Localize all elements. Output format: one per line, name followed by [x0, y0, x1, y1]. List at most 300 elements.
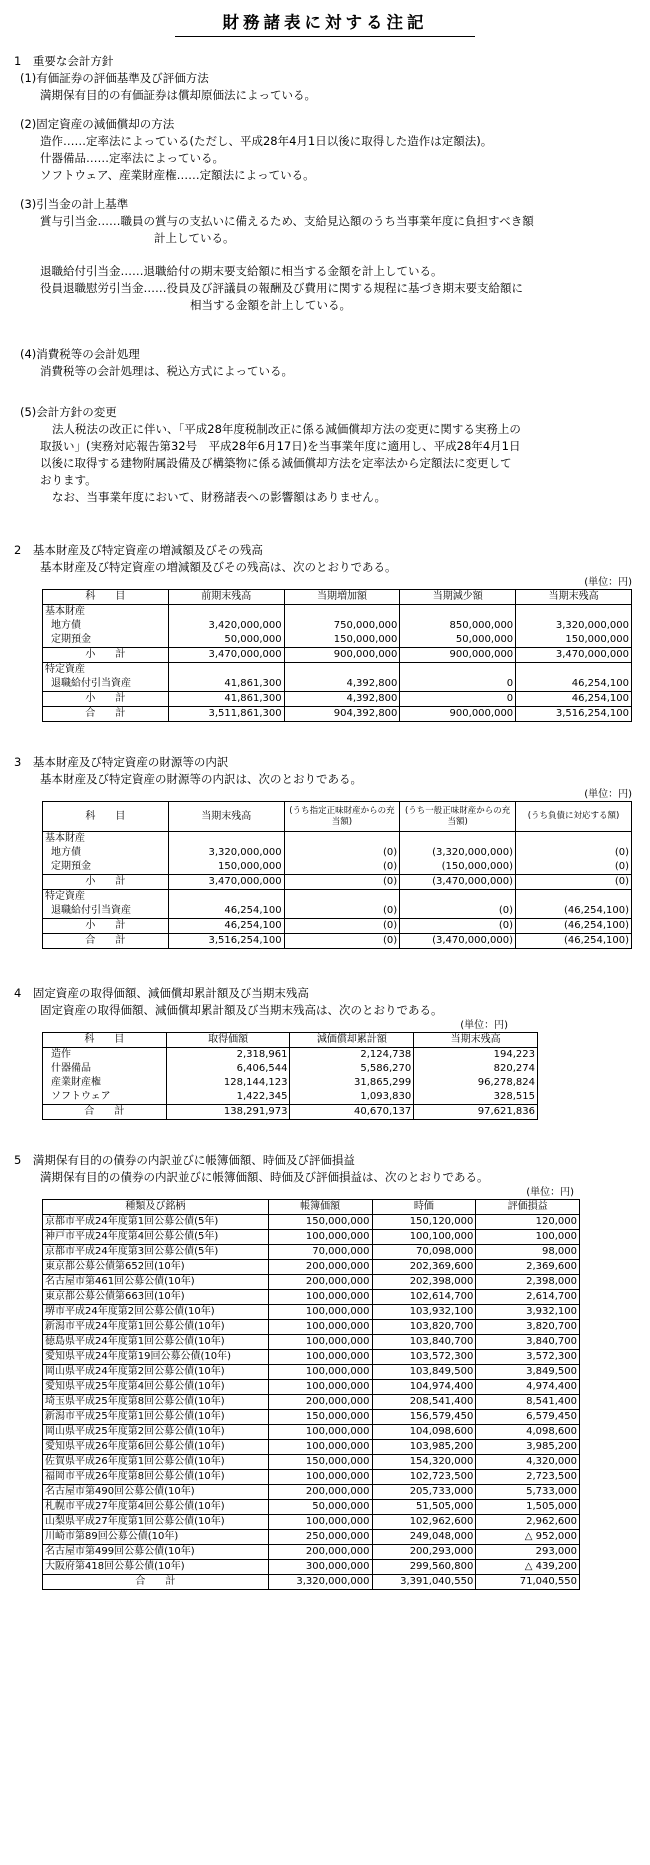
cell: 200,000,000 [268, 1275, 372, 1290]
col-header: 当期末残高 [168, 802, 284, 832]
cell: 100,100,000 [372, 1230, 476, 1245]
cell: 100,000,000 [268, 1305, 372, 1320]
table-row [43, 1090, 538, 1105]
table-row [43, 1380, 580, 1395]
sub5-text-3: 以後に取得する建物附属設備及び構築物に係る減価償却方法を定率法から定額法に変更して [40, 456, 512, 470]
cell: (0) [400, 919, 516, 934]
table-row [43, 605, 632, 620]
section-5-heading: 5 満期保有目的の債券の内訳並びに帳簿価額、時価及び評価損益 [14, 1153, 355, 1167]
cell: 3,470,000,000 [516, 648, 632, 663]
sub1-text: 満期保有目的の有価証券は償却原価法によっている。 [40, 88, 316, 102]
cell [284, 890, 400, 905]
cell: 46,254,100 [168, 904, 284, 919]
row-label: 川崎市第89回公募公債(10年) [43, 1530, 269, 1545]
table-row [43, 846, 632, 860]
table-row [43, 1290, 580, 1305]
cell: (0) [516, 875, 632, 890]
cell: 200,000,000 [268, 1545, 372, 1560]
fixed-assets-table [42, 1032, 538, 1120]
cell: 3,320,000,000 [516, 619, 632, 633]
section-1-heading: 1 重要な会計方針 [14, 54, 114, 68]
sub2-text-3: ソフトウェア、産業財産権……定額法によっている。 [40, 168, 315, 182]
row-label: 埼玉県平成25年度第8回公募公債(10年) [43, 1395, 269, 1410]
cell: 70,098,000 [372, 1245, 476, 1260]
cell: 51,505,000 [372, 1500, 476, 1515]
cell: 2,318,961 [166, 1048, 290, 1063]
cell: 4,098,600 [476, 1425, 580, 1440]
table-row [43, 1350, 580, 1365]
table-row [43, 1320, 580, 1335]
cell: 100,000,000 [268, 1440, 372, 1455]
col-header: 科 目 [43, 590, 169, 605]
cell: 4,974,400 [476, 1380, 580, 1395]
cell: 900,000,000 [400, 707, 516, 722]
table-row [43, 1470, 580, 1485]
cell: 3,420,000,000 [168, 619, 284, 633]
cell: 2,124,738 [290, 1048, 414, 1063]
cell: 46,254,100 [168, 919, 284, 934]
table-row [43, 1260, 580, 1275]
table-row [43, 1515, 580, 1530]
sub5-text-5: なお、当事業年度において、財務諸表への影響額はありません。 [52, 490, 386, 504]
asset-changes-table [42, 589, 632, 722]
cell: 250,000,000 [268, 1530, 372, 1545]
section-3-intro: 基本財産及び特定資産の財源等の内訳は、次のとおりである。 [40, 772, 362, 786]
cell: 103,572,300 [372, 1350, 476, 1365]
row-label: 徳島県平成24年度第1回公募公債(10年) [43, 1335, 269, 1350]
table-row [43, 619, 632, 633]
cell: 120,000 [476, 1215, 580, 1230]
cell: 96,278,824 [414, 1076, 538, 1090]
cell: 1,093,830 [290, 1090, 414, 1105]
table-row [43, 1560, 580, 1575]
cell: 750,000,000 [284, 619, 400, 633]
cell: 100,000,000 [268, 1320, 372, 1335]
row-label: 小 計 [43, 692, 169, 707]
col-header: 減価償却累計額 [290, 1033, 414, 1048]
table-row [43, 692, 632, 707]
row-label: 大阪府第418回公募公債(10年) [43, 1560, 269, 1575]
col-header: 当期末残高 [414, 1033, 538, 1048]
cell: 100,000 [476, 1230, 580, 1245]
cell: (3,470,000,000) [400, 875, 516, 890]
cell: (0) [516, 846, 632, 860]
cell: 138,291,973 [166, 1105, 290, 1120]
col-header: 科 目 [43, 802, 169, 832]
cell: 128,144,123 [166, 1076, 290, 1090]
cell: 150,000,000 [268, 1215, 372, 1230]
section-2-unit: (単位：円) [584, 577, 632, 588]
cell: 194,223 [414, 1048, 538, 1063]
sub4-text: 消費税等の会計処理は、税込方式によっている。 [40, 364, 293, 378]
cell: 104,098,600 [372, 1425, 476, 1440]
table-row [43, 875, 632, 890]
section-4-intro: 固定資産の取得価額、減価償却累計額及び当期末残高は、次のとおりである。 [40, 1003, 443, 1017]
row-label: 佐賀県平成26年度第1回公募公債(10年) [43, 1455, 269, 1470]
cell [400, 663, 516, 678]
cell: 3,470,000,000 [168, 648, 284, 663]
cell: 300,000,000 [268, 1560, 372, 1575]
cell: 103,932,100 [372, 1305, 476, 1320]
sub2-text-2: 什器備品……定率法によっている。 [40, 151, 224, 165]
cell: 205,733,000 [372, 1485, 476, 1500]
cell: 3,932,100 [476, 1305, 580, 1320]
cell: 154,320,000 [372, 1455, 476, 1470]
row-label: 什器備品 [43, 1062, 167, 1076]
cell: 70,000,000 [268, 1245, 372, 1260]
cell [284, 605, 400, 620]
cell: 40,670,137 [290, 1105, 414, 1120]
table-row [43, 1455, 580, 1470]
table-row [43, 1215, 580, 1230]
row-label: 札幌市平成27年度第4回公募公債(10年) [43, 1500, 269, 1515]
cell: 100,000,000 [268, 1425, 372, 1440]
cell: 3,511,861,300 [168, 707, 284, 722]
row-label: 定期預金 [43, 860, 169, 875]
col-header: 科 目 [43, 1033, 167, 1048]
section-4-unit: (単位：円) [460, 1020, 508, 1031]
table-row [43, 1440, 580, 1455]
row-label: 小 計 [43, 648, 169, 663]
cell: 5,733,000 [476, 1485, 580, 1500]
cell: 2,723,500 [476, 1470, 580, 1485]
bonds-table [42, 1199, 580, 1590]
cell: (0) [284, 846, 400, 860]
table-header-row [43, 802, 632, 832]
cell: 5,586,270 [290, 1062, 414, 1076]
cell: 850,000,000 [400, 619, 516, 633]
cell: 904,392,800 [284, 707, 400, 722]
cell: 820,274 [414, 1062, 538, 1076]
col-header: (うち一般正味財産からの充当額) [400, 802, 516, 832]
cell: 3,320,000,000 [268, 1575, 372, 1590]
row-label: 名古屋市第499回公募公債(10年) [43, 1545, 269, 1560]
cell: 31,865,299 [290, 1076, 414, 1090]
cell: 100,000,000 [268, 1515, 372, 1530]
sub5-text-4: おります。 [40, 473, 97, 487]
table-header-row [43, 1200, 580, 1215]
row-label: 合 計 [43, 934, 169, 949]
table-row [43, 890, 632, 905]
col-header: 帳簿価額 [268, 1200, 372, 1215]
cell: (0) [284, 875, 400, 890]
cell: 1,422,345 [166, 1090, 290, 1105]
row-label: 堺市平成24年度第2回公募公債(10年) [43, 1305, 269, 1320]
table-row [43, 1076, 538, 1090]
row-label: 合 計 [43, 1105, 167, 1120]
sub3-heading: (3)引当金の計上基準 [20, 197, 129, 211]
table-row [43, 633, 632, 648]
table-row [43, 860, 632, 875]
cell: 150,000,000 [268, 1410, 372, 1425]
cell: 8,541,400 [476, 1395, 580, 1410]
cell: 104,974,400 [372, 1380, 476, 1395]
row-label: 産業財産権 [43, 1076, 167, 1090]
cell: 41,861,300 [168, 692, 284, 707]
cell: 328,515 [414, 1090, 538, 1105]
cell [516, 832, 632, 847]
table-row [43, 663, 632, 678]
cell: 150,120,000 [372, 1215, 476, 1230]
table-row [43, 648, 632, 663]
col-header: 種類及び銘柄 [43, 1200, 269, 1215]
row-label: 東京都公募公債第663回(10年) [43, 1290, 269, 1305]
cell: 50,000,000 [400, 633, 516, 648]
row-label: 特定資産 [43, 663, 169, 678]
cell: (150,000,000) [400, 860, 516, 875]
table-row [43, 1365, 580, 1380]
document-title: 財務諸表に対する注記 [175, 14, 475, 37]
table-row [43, 1395, 580, 1410]
row-label: 愛知県平成25年度第4回公募公債(10年) [43, 1380, 269, 1395]
table-row [43, 1275, 580, 1290]
row-label: 山梨県平成27年度第1回公募公債(10年) [43, 1515, 269, 1530]
cell: 103,849,500 [372, 1365, 476, 1380]
table-row [43, 1530, 580, 1545]
cell: 100,000,000 [268, 1365, 372, 1380]
table-row [43, 1048, 538, 1063]
section-fixed-assets [10, 985, 640, 1120]
cell: 100,000,000 [268, 1470, 372, 1485]
col-header: 評価損益 [476, 1200, 580, 1215]
cell [284, 832, 400, 847]
cell: 200,000,000 [268, 1260, 372, 1275]
section-3-unit: (単位：円) [584, 789, 632, 800]
cell: 50,000,000 [268, 1500, 372, 1515]
table-row [43, 1410, 580, 1425]
cell: 150,000,000 [268, 1455, 372, 1470]
cell [168, 832, 284, 847]
table-row [43, 677, 632, 692]
table-row [43, 1245, 580, 1260]
table-row [43, 832, 632, 847]
cell [516, 890, 632, 905]
cell: 102,614,700 [372, 1290, 476, 1305]
table-row [43, 1545, 580, 1560]
cell: 3,820,700 [476, 1320, 580, 1335]
sub3-text-3a: 役員退職慰労引当金……役員及び評議員の報酬及び費用に関する規程に基づき期末要支給額に [40, 281, 523, 295]
cell: 46,254,100 [516, 677, 632, 692]
cell: (0) [284, 934, 400, 949]
sub1-heading: (1)有価証券の評価基準及び評価方法 [20, 71, 209, 85]
cell: 3,470,000,000 [168, 875, 284, 890]
row-label: 基本財産 [43, 605, 169, 620]
table-row [43, 1425, 580, 1440]
row-label: 定期預金 [43, 633, 169, 648]
cell: 1,505,000 [476, 1500, 580, 1515]
cell: 0 [400, 692, 516, 707]
section-2-heading: 2 基本財産及び特定資産の増減額及びその残高 [14, 543, 263, 557]
row-label: 愛知県平成26年度第6回公募公債(10年) [43, 1440, 269, 1455]
section-funding-breakdown [10, 754, 640, 949]
cell: 3,516,254,100 [168, 934, 284, 949]
col-header: (うち指定正味財産からの充当額) [284, 802, 400, 832]
cell: 100,000,000 [268, 1335, 372, 1350]
cell: 97,621,836 [414, 1105, 538, 1120]
cell: (3,320,000,000) [400, 846, 516, 860]
funding-breakdown-table [42, 801, 632, 949]
col-header: 前期末残高 [168, 590, 284, 605]
section-2-intro: 基本財産及び特定資産の増減額及びその残高は、次のとおりである。 [40, 560, 397, 574]
cell: 150,000,000 [168, 860, 284, 875]
cell: 100,000,000 [268, 1380, 372, 1395]
col-header: 当期減少額 [400, 590, 516, 605]
cell: 249,048,000 [372, 1530, 476, 1545]
cell: 103,985,200 [372, 1440, 476, 1455]
col-header: 取得価額 [166, 1033, 290, 1048]
col-header: 当期末残高 [516, 590, 632, 605]
cell [400, 605, 516, 620]
cell: (46,254,100) [516, 919, 632, 934]
cell [284, 663, 400, 678]
row-label: 地方債 [43, 619, 169, 633]
cell: 2,398,000 [476, 1275, 580, 1290]
table-row [43, 919, 632, 934]
table-row [43, 1062, 538, 1076]
table-row [43, 1305, 580, 1320]
cell: 200,000,000 [268, 1485, 372, 1500]
cell: 202,369,600 [372, 1260, 476, 1275]
table-total-row [43, 1575, 580, 1590]
cell: 102,723,500 [372, 1470, 476, 1485]
cell: 156,579,450 [372, 1410, 476, 1425]
cell: 3,391,040,550 [372, 1575, 476, 1590]
cell: 299,560,800 [372, 1560, 476, 1575]
cell: 4,320,000 [476, 1455, 580, 1470]
row-label: 造作 [43, 1048, 167, 1063]
cell: 102,962,600 [372, 1515, 476, 1530]
table-row [43, 1335, 580, 1350]
cell [516, 605, 632, 620]
row-label: 小 計 [43, 875, 169, 890]
cell: 2,369,600 [476, 1260, 580, 1275]
cell: 6,406,544 [166, 1062, 290, 1076]
row-label: 特定資産 [43, 890, 169, 905]
row-label: 神戸市平成24年度第4回公募公債(5年) [43, 1230, 269, 1245]
row-label: 基本財産 [43, 832, 169, 847]
cell: 0 [400, 677, 516, 692]
row-label: 名古屋市第490回公募公債(10年) [43, 1485, 269, 1500]
cell: 103,820,700 [372, 1320, 476, 1335]
cell: (0) [400, 904, 516, 919]
row-label: 岡山県平成24年度第2回公募公債(10年) [43, 1365, 269, 1380]
cell: (0) [284, 860, 400, 875]
sub5-text-1: 法人税法の改正に伴い、「平成28年度税制改正に係る減価償却方法の変更に関する実務上の [52, 422, 521, 436]
cell: 6,579,450 [476, 1410, 580, 1425]
table-row [43, 1485, 580, 1500]
cell: 71,040,550 [476, 1575, 580, 1590]
row-label: 新潟市平成25年度第1回公募公債(10年) [43, 1410, 269, 1425]
table-row [43, 1230, 580, 1245]
row-label: ソフトウェア [43, 1090, 167, 1105]
cell [516, 663, 632, 678]
cell: 103,840,700 [372, 1335, 476, 1350]
row-label: 退職給付引当資産 [43, 904, 169, 919]
cell: 900,000,000 [284, 648, 400, 663]
cell: (0) [516, 860, 632, 875]
sub3-text-3b: 相当する金額を計上している。 [190, 298, 351, 312]
col-header: 当期増加額 [284, 590, 400, 605]
section-bonds [10, 1152, 640, 1590]
row-label: 小 計 [43, 919, 169, 934]
cell: 50,000,000 [168, 633, 284, 648]
cell: 4,392,800 [284, 677, 400, 692]
row-label: 合 計 [43, 1575, 269, 1590]
cell: 3,320,000,000 [168, 846, 284, 860]
cell: 293,000 [476, 1545, 580, 1560]
cell: 98,000 [476, 1245, 580, 1260]
row-label: 新潟市平成24年度第1回公募公債(10年) [43, 1320, 269, 1335]
cell [400, 890, 516, 905]
sub3-text-1a: 賞与引当金……職員の賞与の支払いに備えるため、支給見込額のうち当事業年度に負担すべき額 [40, 214, 534, 228]
cell [168, 605, 284, 620]
col-header: 時価 [372, 1200, 476, 1215]
row-label: 退職給付引当資産 [43, 677, 169, 692]
cell: 900,000,000 [400, 648, 516, 663]
cell: 46,254,100 [516, 692, 632, 707]
table-header-row [43, 1033, 538, 1048]
cell: 41,861,300 [168, 677, 284, 692]
cell: 202,398,000 [372, 1275, 476, 1290]
cell: 3,840,700 [476, 1335, 580, 1350]
row-label: 岡山県平成25年度第2回公募公債(10年) [43, 1425, 269, 1440]
sub2-heading: (2)固定資産の減価償却の方法 [20, 117, 175, 131]
sub2-text-1: 造作……定率法によっている(ただし、平成28年4月1日以後に取得した造作は定額法)。 [40, 134, 493, 148]
row-label: 名古屋市第461回公募公債(10年) [43, 1275, 269, 1290]
cell: 200,293,000 [372, 1545, 476, 1560]
cell: 2,614,700 [476, 1290, 580, 1305]
section-5-unit: (単位：円) [526, 1187, 574, 1198]
cell: (3,470,000,000) [400, 934, 516, 949]
table-header-row [43, 590, 632, 605]
table-total-row [43, 1105, 538, 1120]
cell: (46,254,100) [516, 934, 632, 949]
cell: (0) [284, 919, 400, 934]
row-label: 福岡市平成26年度第8回公募公債(10年) [43, 1470, 269, 1485]
section-5-intro: 満期保有目的の債券の内訳並びに帳簿価額、時価及び評価損益は、次のとおりである。 [40, 1170, 489, 1184]
section-asset-changes [10, 542, 640, 722]
col-header: (うち負債に対応する額) [516, 802, 632, 832]
cell: 150,000,000 [284, 633, 400, 648]
cell: 200,000,000 [268, 1395, 372, 1410]
row-label: 京都市平成24年度第3回公募公債(5年) [43, 1245, 269, 1260]
cell: (46,254,100) [516, 904, 632, 919]
table-row [43, 904, 632, 919]
row-label: 京都市平成24年度第1回公募公債(5年) [43, 1215, 269, 1230]
cell: 150,000,000 [516, 633, 632, 648]
cell [400, 832, 516, 847]
cell [168, 663, 284, 678]
row-label: 地方債 [43, 846, 169, 860]
cell: △ 952,000 [476, 1530, 580, 1545]
cell [168, 890, 284, 905]
cell: 100,000,000 [268, 1230, 372, 1245]
cell: 208,541,400 [372, 1395, 476, 1410]
cell: 4,392,800 [284, 692, 400, 707]
table-total-row [43, 934, 632, 949]
cell: 3,985,200 [476, 1440, 580, 1455]
cell: (0) [284, 904, 400, 919]
cell: 3,849,500 [476, 1365, 580, 1380]
table-total-row [43, 707, 632, 722]
table-row [43, 1500, 580, 1515]
row-label: 愛知県平成24年度第19回公募公債(10年) [43, 1350, 269, 1365]
sub3-text-2: 退職給付引当金……退職給付の期末要支給額に相当する金額を計上している。 [40, 264, 443, 278]
cell: 2,962,600 [476, 1515, 580, 1530]
sub4-heading: (4)消費税等の会計処理 [20, 347, 140, 361]
cell: △ 439,200 [476, 1560, 580, 1575]
sub5-heading: (5)会計方針の変更 [20, 405, 117, 419]
